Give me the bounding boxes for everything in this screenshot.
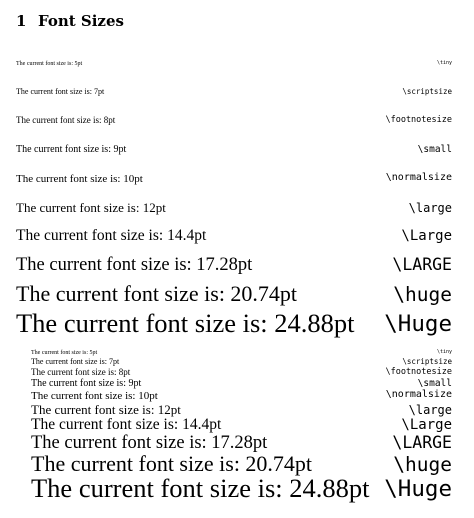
size-row-Large xyxy=(16,228,206,244)
size-row-LARGE xyxy=(16,256,252,275)
size-row-large xyxy=(31,403,181,417)
size-command-Huge: \Huge xyxy=(384,476,452,502)
size-command-LARGE: \LARGE xyxy=(392,255,452,274)
size-command-normalsize: \normalsize xyxy=(385,389,452,400)
size-row-scriptsize xyxy=(31,358,119,366)
size-command-huge: \huge xyxy=(393,283,452,306)
size-label: The current font size is: 14.4pt xyxy=(16,227,207,244)
size-command-huge: \huge xyxy=(393,453,452,476)
size-label: The current font size is: 5pt xyxy=(31,350,98,356)
size-row-normalsize xyxy=(31,390,158,402)
size-command-large: \large xyxy=(408,403,452,417)
size-label: The current font size is: 24.88pt xyxy=(31,473,370,503)
section-number: 1 xyxy=(16,12,27,30)
size-row-footnotesize xyxy=(31,368,130,378)
size-label: The current font size is: 24.88pt xyxy=(16,308,355,338)
size-row-small xyxy=(16,145,126,155)
size-row-huge xyxy=(16,283,297,306)
size-row-LARGE xyxy=(31,434,267,453)
size-label: The current font size is: 17.28pt xyxy=(31,433,268,453)
size-command-small: \small xyxy=(417,144,452,155)
size-command-scriptsize: \scriptsize xyxy=(402,87,452,96)
size-row-Large xyxy=(31,417,221,433)
size-label: The current font size is: 7pt xyxy=(31,357,120,366)
size-command-tiny: \tiny xyxy=(436,60,452,66)
size-row-tiny xyxy=(16,61,82,67)
size-label: The current font size is: 10pt xyxy=(16,173,143,185)
size-command-footnotesize: \footnotesize xyxy=(385,115,452,125)
size-row-Huge xyxy=(16,310,355,338)
size-row-large xyxy=(16,201,166,215)
size-label: The current font size is: 9pt xyxy=(16,144,127,155)
size-label: The current font size is: 10pt xyxy=(31,390,158,402)
size-command-tiny: \tiny xyxy=(436,349,452,355)
size-label: The current font size is: 7pt xyxy=(16,87,105,96)
size-command-normalsize: \normalsize xyxy=(385,172,452,183)
size-label: The current font size is: 5pt xyxy=(16,61,83,67)
size-label: The current font size is: 12pt xyxy=(31,402,181,417)
size-row-normalsize xyxy=(16,173,143,185)
size-command-Large: \Large xyxy=(401,417,452,433)
size-row-scriptsize xyxy=(16,88,104,96)
size-row-footnotesize xyxy=(16,116,115,126)
size-command-scriptsize: \scriptsize xyxy=(402,357,452,366)
size-label: The current font size is: 17.28pt xyxy=(16,255,253,275)
size-label: The current font size is: 14.4pt xyxy=(31,416,222,433)
size-command-small: \small xyxy=(417,378,452,389)
size-command-Large: \Large xyxy=(401,228,452,244)
size-command-footnotesize: \footnotesize xyxy=(385,367,452,377)
size-command-Huge: \Huge xyxy=(384,311,452,337)
size-row-tiny xyxy=(31,350,97,356)
size-command-LARGE: \LARGE xyxy=(392,433,452,452)
section-heading xyxy=(16,11,124,31)
size-label: The current font size is: 9pt xyxy=(31,378,142,389)
size-row-Huge xyxy=(31,475,370,503)
size-command-large: \large xyxy=(408,201,452,215)
size-label: The current font size is: 8pt xyxy=(31,367,131,377)
section-title: Font Sizes xyxy=(38,12,124,30)
size-row-small xyxy=(31,379,141,389)
size-label: The current font size is: 12pt xyxy=(16,200,166,215)
size-label: The current font size is: 8pt xyxy=(16,115,116,125)
size-label: The current font size is: 20.74pt xyxy=(31,451,313,476)
size-label: The current font size is: 20.74pt xyxy=(16,281,298,306)
